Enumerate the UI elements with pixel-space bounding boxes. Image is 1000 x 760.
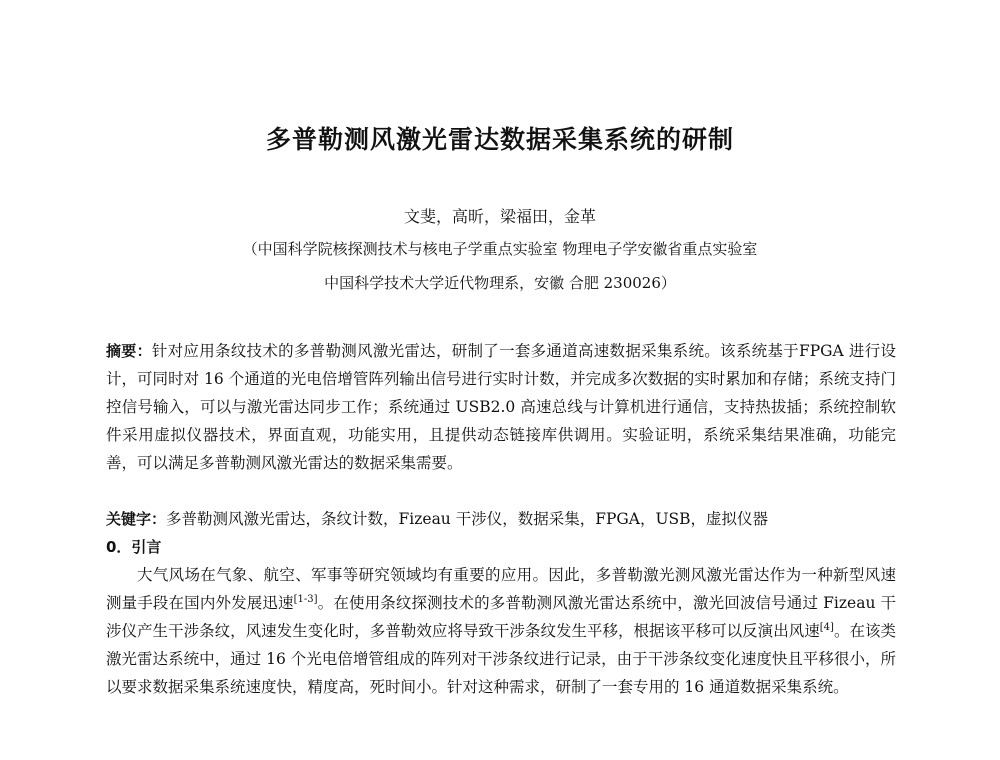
keywords-text: 多普勒测风激光雷达，条纹计数，Fizeau 干涉仪，数据采集，FPGA，USB，虚拟仪器 bbox=[166, 510, 769, 528]
abstract-label: 摘要： bbox=[106, 342, 152, 360]
paper-authors: 文斐，高昕，梁福田，金革 bbox=[403, 207, 596, 226]
affiliation-line-2: 中国科学技术大学近代物理系，安徽 合肥 230026） bbox=[324, 274, 676, 292]
keywords-label: 关键字： bbox=[106, 510, 167, 528]
keywords bbox=[106, 505, 896, 533]
citation-1: [1-3] bbox=[293, 593, 318, 605]
intro-text-part3: 。在该类激光雷达系统中，通过 16 个光电倍增管组成的阵列对干涉条纹进行记录，由于干涉条纹变化速度快且平移很小，所以要求数据采集系统速度快，精度高，死时间小。针对这种需求，研制了一套专用的 16 通道数据采集系统。 bbox=[106, 622, 896, 696]
intro-text-part1: 大气风场在气象、航空、军事等研究领域均有重要的应用。因此，多普勒激光测风激光雷达作为一种新型风速测量手段在国内外发展迅速 bbox=[106, 566, 896, 612]
introduction-paragraph bbox=[106, 561, 896, 701]
section-heading bbox=[106, 533, 896, 561]
section-heading-text: 0．引言 bbox=[106, 538, 162, 556]
citation-2: [4] bbox=[819, 621, 834, 633]
abstract bbox=[106, 337, 896, 477]
intro-text-part2: 。在使用条纹探测技术的多普勒测风激光雷达系统中，激光回波信号通过 Fizeau 干涉仪产生干涉条纹，风速发生变化时，多普勒效应将导致干涉条纹发生平移，根据该平移可以反演出风速 bbox=[106, 594, 896, 640]
paper-title: 多普勒测风激光雷达数据采集系统的研制 bbox=[265, 125, 734, 154]
affiliation-line-1: （中国科学院核探测技术与核电子学重点实验室 物理电子学安徽省重点实验室 bbox=[242, 240, 758, 258]
abstract-text: 针对应用条纹技术的多普勒测风激光雷达，研制了一套多通道高速数据采集系统。该系统基于FPGA 进行设计，可同时对 16 个通道的光电倍增管阵列输出信号进行实时计数，并完成多次数据的实时累加和存储；系统支持门控信号输入，可以与激光雷达同步工作；系统通过 USB2.0 高速总线与计算机进行通信，支持热拔插；系统控制软件采用虚拟仪器技术，界面直观，功能实用，且提供动态链接库供调用。实验证明，系统采集结果准确，功能完善，可以满足多普勒测风激光雷达的数据采集需要。 bbox=[106, 342, 896, 472]
